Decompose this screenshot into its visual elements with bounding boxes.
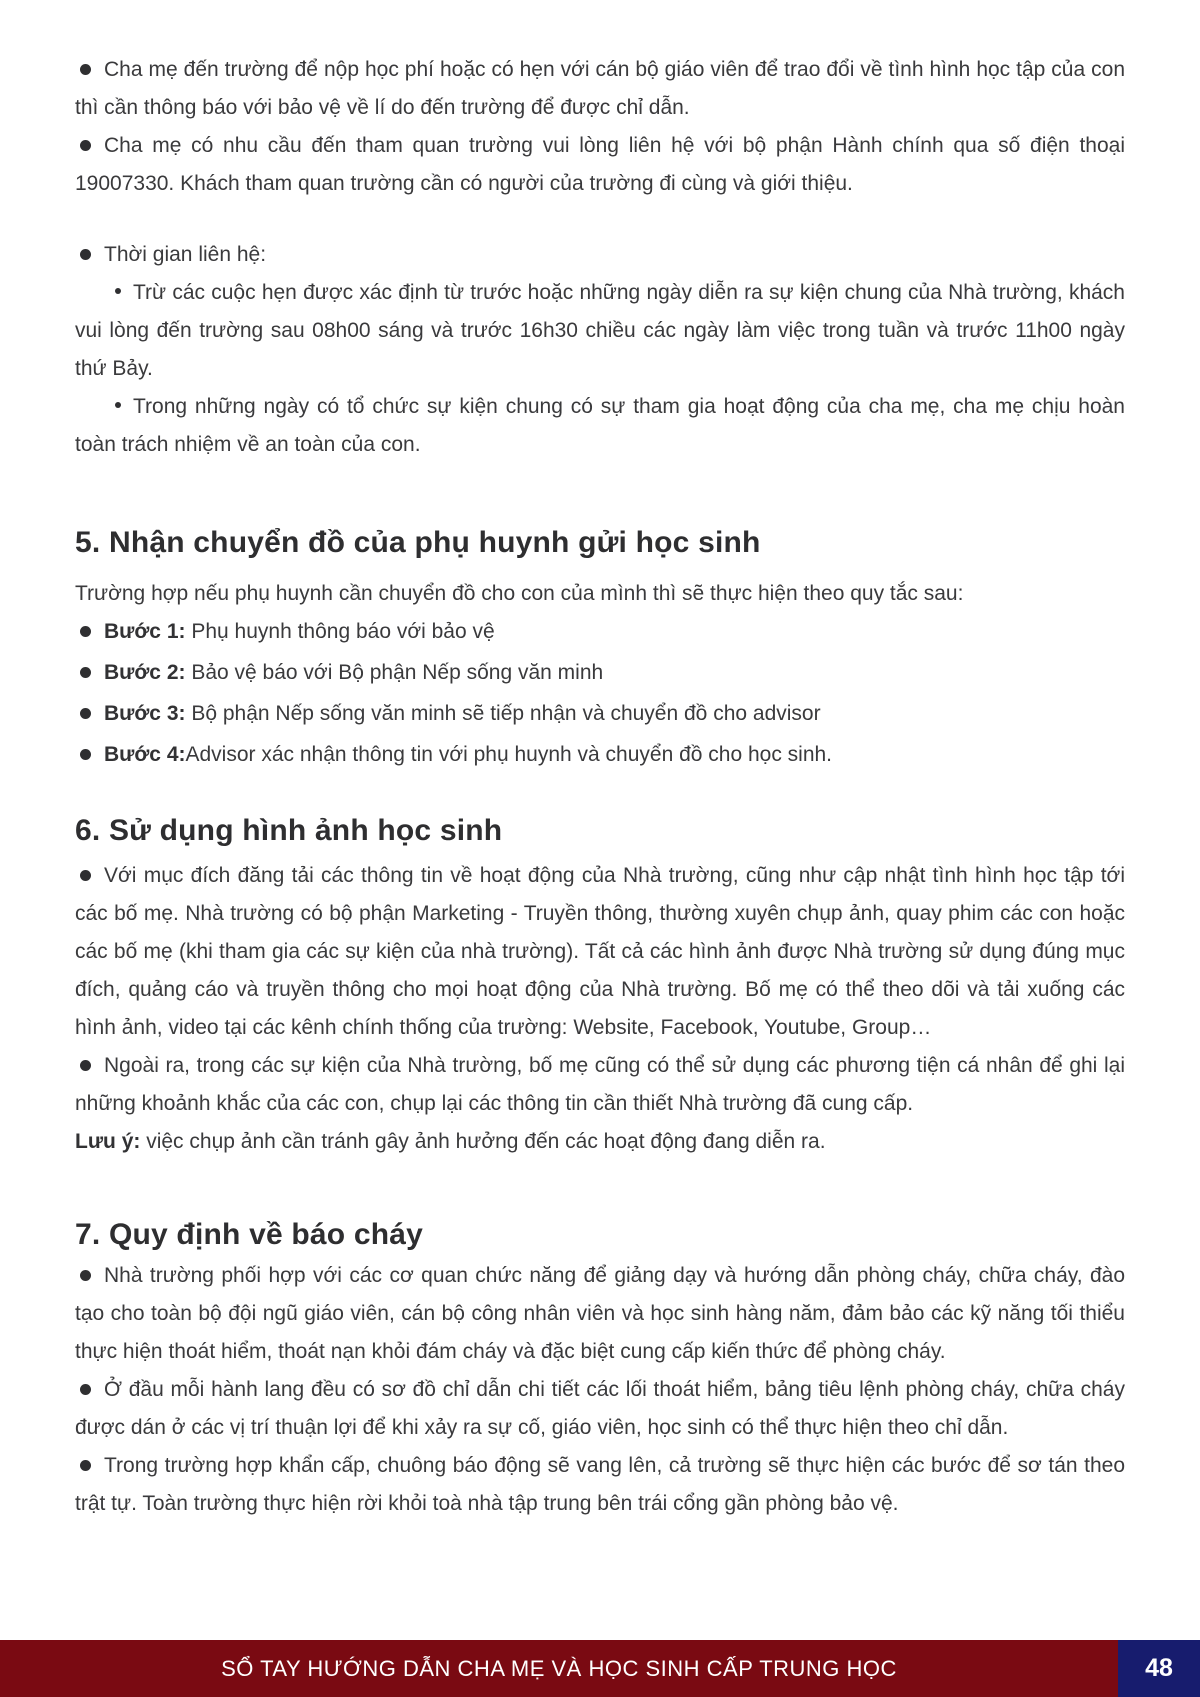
paragraph-visit-contact xyxy=(75,127,1125,203)
bullet-icon xyxy=(80,1460,91,1471)
step-label: Bước 4: xyxy=(104,743,186,766)
bullet-icon xyxy=(80,749,91,760)
section-6-note xyxy=(75,1123,1125,1161)
section-7-title: 7. Quy định về báo cháy xyxy=(75,1218,424,1251)
bullet-icon xyxy=(80,1270,91,1281)
page-number-badge: 48 xyxy=(1118,1640,1200,1697)
step-text: Bảo vệ báo với Bộ phận Nếp sống văn minh xyxy=(185,661,604,684)
section-5-steps xyxy=(75,613,1125,774)
section-6-title: 6. Sử dụng hình ảnh học sinh xyxy=(75,814,503,847)
paragraph-text: Thời gian liên hệ: xyxy=(104,243,267,266)
step-4 xyxy=(75,736,1125,774)
bullet-icon xyxy=(80,667,91,678)
section-5-intro: Trường hợp nếu phụ huynh cần chuyển đồ cho con của mình thì sẽ thực hiện theo quy tắc sau: xyxy=(75,582,964,605)
section-7-paragraph-3 xyxy=(75,1447,1125,1523)
section-7-paragraph-1 xyxy=(75,1257,1125,1371)
vertical-spacer xyxy=(75,203,1125,236)
section-5-title: 5. Nhận chuyển đồ của phụ huynh gửi học sinh xyxy=(75,526,761,559)
step-2 xyxy=(75,654,1125,692)
bullet-icon xyxy=(80,870,91,881)
paragraph-text: Trừ các cuộc hẹn được xác định từ trước hoặc những ngày diễn ra sự kiện chung của Nhà trường, khách vui lòng đến trường sau 08h00 sáng và trước 16h30 chiều các ngày làm việc trong tuần và trước 11h00 ngày thứ Bảy. xyxy=(75,281,1125,380)
paragraph-text: Trong trường hợp khẩn cấp, chuông báo động sẽ vang lên, cả trường sẽ thực hiện các bước để sơ tán theo trật tự. Toàn trường thực hiện rời khỏi toà nhà tập trung bên trái cổng gần phòng bảo vệ. xyxy=(75,1454,1125,1515)
step-1 xyxy=(75,613,1125,651)
bullet-icon xyxy=(80,1060,91,1071)
bullet-icon xyxy=(80,64,91,75)
contact-time-label xyxy=(75,236,1125,274)
note-label: Lưu ý: xyxy=(75,1130,141,1153)
paragraph-text: Cha mẹ đến trường để nộp học phí hoặc có hẹn với cán bộ giáo viên để trao đổi về tình hình học tập của con thì cần thông báo với bảo vệ về lí do đến trường để được chỉ dẫn. xyxy=(75,58,1125,119)
paragraph-text: Trong những ngày có tổ chức sự kiện chung có sự tham gia hoạt động của cha mẹ, cha mẹ chịu hoàn toàn trách nhiệm về an toàn của con. xyxy=(75,395,1125,456)
paragraph-text: Ở đầu mỗi hành lang đều có sơ đồ chỉ dẫn chi tiết các lối thoát hiểm, bảng tiêu lệnh phòng cháy, chữa cháy được dán ở các vị trí thuận lợi để khi xảy ra sự cố, giáo viên, học sinh có thể thực hiện theo chỉ dẫn. xyxy=(75,1378,1125,1439)
note-text: việc chụp ảnh cần tránh gây ảnh hưởng đến các hoạt động đang diễn ra. xyxy=(140,1130,826,1153)
paragraph-text: Ngoài ra, trong các sự kiện của Nhà trường, bố mẹ cũng có thể sử dụng các phương tiện cá nhân để ghi lại những khoảnh khắc của các con, chụp lại các thông tin cần thiết Nhà trường đã cung cấp. xyxy=(75,1054,1125,1115)
footer-bar xyxy=(0,1640,1200,1697)
step-label: Bước 3: xyxy=(104,702,186,725)
contact-time-item-2 xyxy=(75,388,1125,464)
paragraph-text: Với mục đích đăng tải các thông tin về hoạt động của Nhà trường, cũng như cập nhật tình hình học tập tới các bố mẹ. Nhà trường có bộ phận Marketing - Truyền thông, thường xuyên chụp ảnh, quay phim các con hoặc các bố mẹ (khi tham gia các sự kiện của nhà trường). Tất cả các hình ảnh được Nhà trường sử dụng đúng mục đích, quảng cáo và truyền thông cho mọi hoạt động của Nhà trường. Bố mẹ có thể theo dõi và tải xuống các hình ảnh, video tại các kênh chính thống của trường: Website, Facebook, Youtube, Group… xyxy=(75,864,1125,1039)
contact-time-item-1 xyxy=(75,274,1125,388)
bullet-icon xyxy=(80,249,91,260)
step-label: Bước 1: xyxy=(104,620,186,643)
paragraph-text: Nhà trường phối hợp với các cơ quan chức năng để giảng dạy và hướng dẫn phòng cháy, chữa cháy, đào tạo cho toàn bộ đội ngũ giáo viên, cán bộ công nhân viên và học sinh hàng năm, đảm bảo các kỹ năng tối thiểu thực hiện thoát hiểm, thoát nạn khỏi đám cháy và đặc biệt cung cấp kiến thức để phòng cháy. xyxy=(75,1264,1125,1363)
bullet-icon xyxy=(80,1384,91,1395)
step-text: Bộ phận Nếp sống văn minh sẽ tiếp nhận và chuyển đồ cho advisor xyxy=(185,702,821,725)
bullet-icon xyxy=(80,708,91,719)
section-7-paragraph-2 xyxy=(75,1371,1125,1447)
step-text: Advisor xác nhận thông tin với phụ huynh và chuyển đồ cho học sinh. xyxy=(185,743,833,766)
bullet-icon xyxy=(80,140,91,151)
paragraph-visit-fee xyxy=(75,51,1125,127)
step-3 xyxy=(75,695,1125,733)
sub-bullet-icon xyxy=(115,288,121,294)
bullet-icon xyxy=(80,626,91,637)
sub-bullet-icon xyxy=(115,402,121,408)
step-label: Bước 2: xyxy=(104,661,186,684)
step-text: Phụ huynh thông báo với bảo vệ xyxy=(185,620,495,643)
section-6-paragraph-2 xyxy=(75,1047,1125,1123)
footer-title: SỔ TAY HƯỚNG DẪN CHA MẸ VÀ HỌC SINH CẤP TRUNG HỌC xyxy=(221,1656,897,1681)
paragraph-text: Cha mẹ có nhu cầu đến tham quan trường vui lòng liên hệ với bộ phận Hành chính qua số điện thoại 19007330. Khách tham quan trường cần có người của trường đi cùng và giới thiệu. xyxy=(75,134,1125,195)
section-6-paragraph-1 xyxy=(75,857,1125,1047)
